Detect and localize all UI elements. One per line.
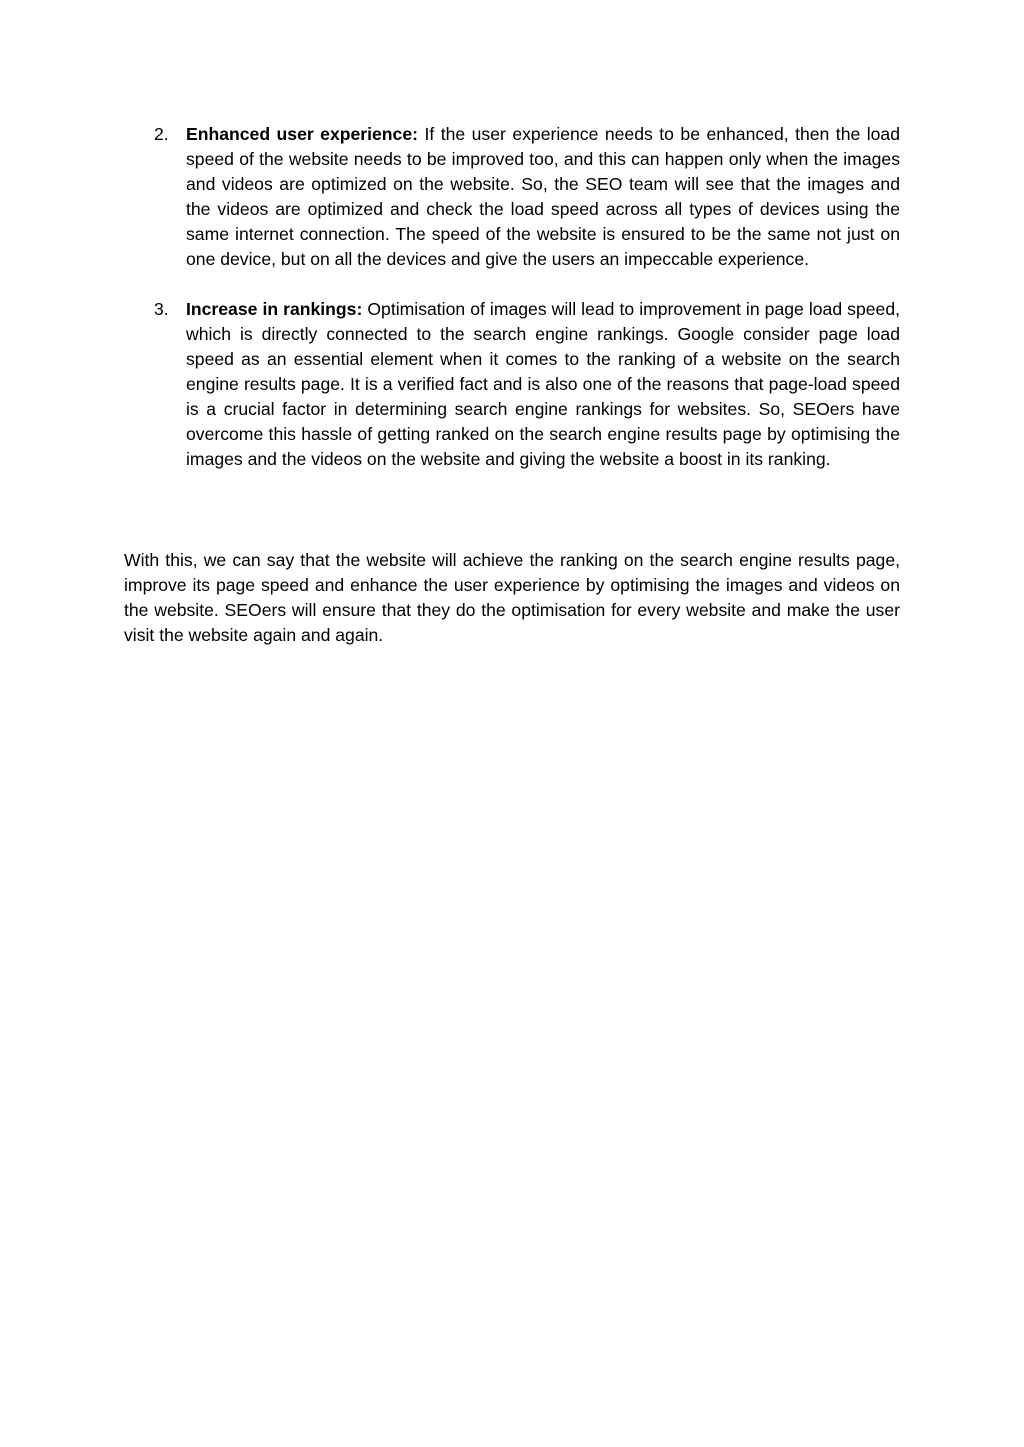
- list-item-number: 2.: [154, 124, 169, 144]
- numbered-list: [124, 122, 900, 497]
- closing-paragraph: With this, we can say that the website will achieve the ranking on the search engine results page, improve its page speed and enhance the user experience by optimising the images and videos on the website. SEOers will ensure that they do the optimisation for every website and make the user visit the website again and again.: [124, 550, 900, 645]
- list-item: [124, 297, 900, 472]
- list-item-heading: Enhanced user experience:: [186, 124, 425, 144]
- list-item-number: 3.: [154, 299, 169, 319]
- list-item: [124, 122, 900, 272]
- list-item-body: Optimisation of images will lead to improvement in page load speed, which is directly connected to the search engine rankings. Google consider page load speed as an essential element when it comes to the ranking of a website on the search engine results page. It is a verified fact and is also one of the reasons that page-load speed is a crucial factor in determining search engine rankings for websites. So, SEOers have overcome this hassle of getting ranked on the search engine results page by optimising the images and the videos on the website and giving the website a boost in its ranking.: [186, 299, 900, 469]
- list-item-heading: Increase in rankings:: [186, 299, 368, 319]
- list-item-body: If the user experience needs to be enhanced, then the load speed of the website needs to be improved too, and this can happen only when the images and videos are optimized on the website. So, the SEO team will see that the images and the videos are optimized and check the load speed across all types of devices using the same internet connection. The speed of the website is ensured to be the same not just on one device, but on all the devices and give the users an impeccable experience.: [186, 124, 901, 269]
